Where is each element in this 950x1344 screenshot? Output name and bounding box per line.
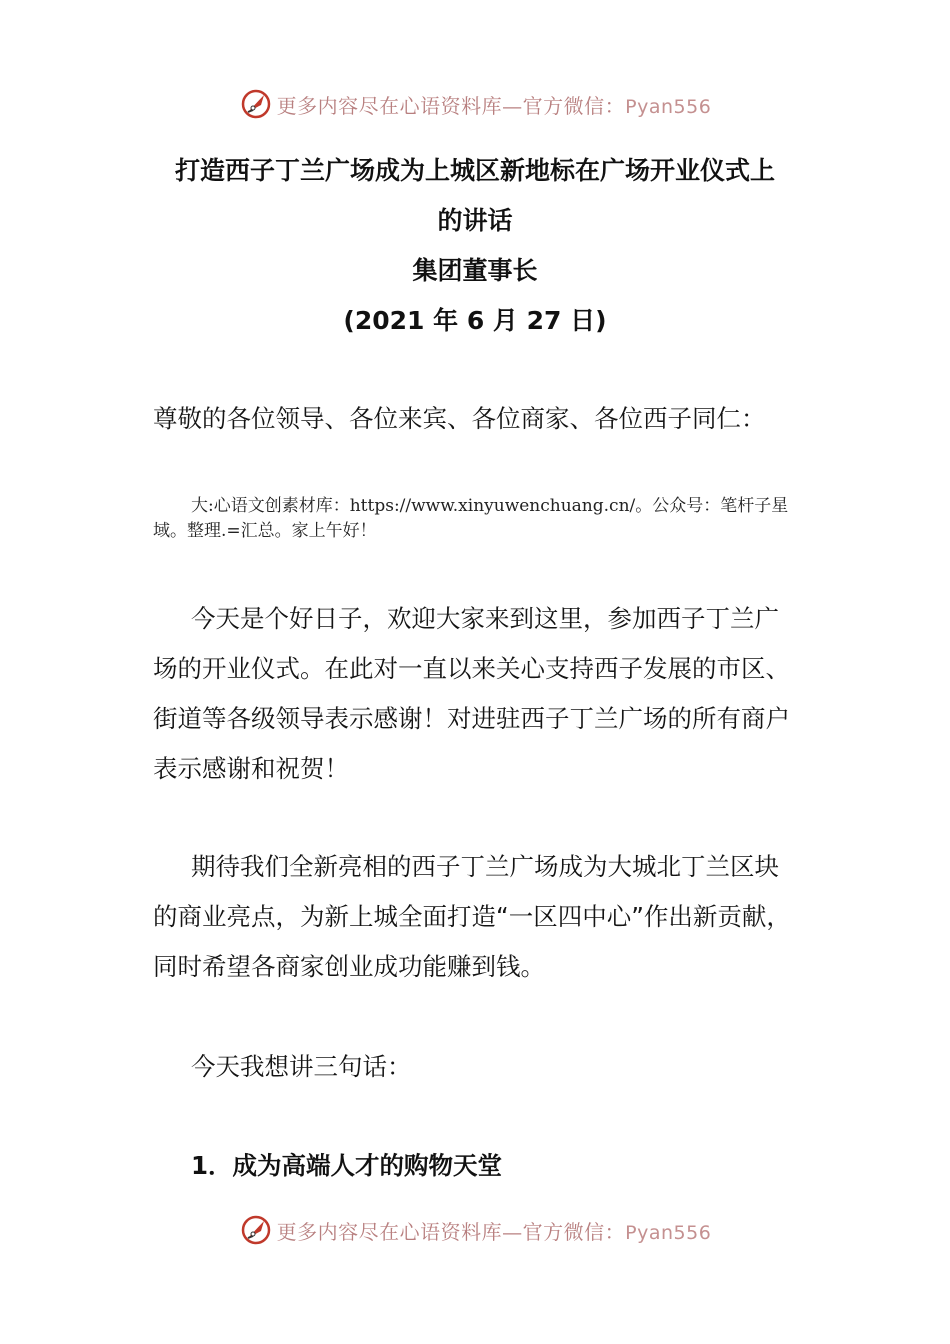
paragraph-3: 今天我想讲三句话： <box>191 1052 412 1081</box>
footer-banner <box>0 1210 950 1250</box>
source-note: 大:心语文创素材库：https://www.xinyuwenchuang.cn/。公众号：笔杆子星域。整理.=汇总。家上午好！ <box>153 496 789 541</box>
banner-label: 更多内容尽在心语资料库—官方微信： <box>276 1219 626 1244</box>
quill-logo-icon <box>239 87 273 121</box>
document-title-line1: 打造西子丁兰广场成为上城区新地标在广场开业仪式上 <box>174 156 775 185</box>
banner-text <box>277 90 712 119</box>
paragraph-2: 期待我们全新亮相的西子丁兰广场成为大城北丁兰区块的商业亮点，为新上城全面打造“一区四中心”作出新贡献，同时希望各商家创业成功能赚到钱。 <box>153 852 791 981</box>
banner-wechat-id: Pyan556 <box>625 1221 712 1244</box>
section-heading-1: 1．成为高端人才的购物天堂 <box>191 1151 503 1180</box>
header-banner <box>0 84 950 124</box>
paragraph-1: 今天是个好日子，欢迎大家来到这里，参加西子丁兰广场的开业仪式。在此对一直以来关心支持西子发展的市区、街道等各级领导表示感谢！对进驻西子丁兰广场的所有商户表示感谢和祝贺！ <box>153 604 790 783</box>
document-speaker: 集团董事长 <box>412 256 538 285</box>
document-date: (2021 年 6 月 27 日) <box>343 306 607 335</box>
banner-label: 更多内容尽在心语资料库—官方微信： <box>276 93 626 118</box>
document-title-line2: 的讲话 <box>437 206 513 235</box>
quill-logo-icon <box>239 1213 273 1247</box>
banner-text <box>277 1216 712 1245</box>
banner-wechat-id: Pyan556 <box>625 95 712 118</box>
salutation: 尊敬的各位领导、各位来宾、各位商家、各位西子同仁： <box>153 404 766 433</box>
